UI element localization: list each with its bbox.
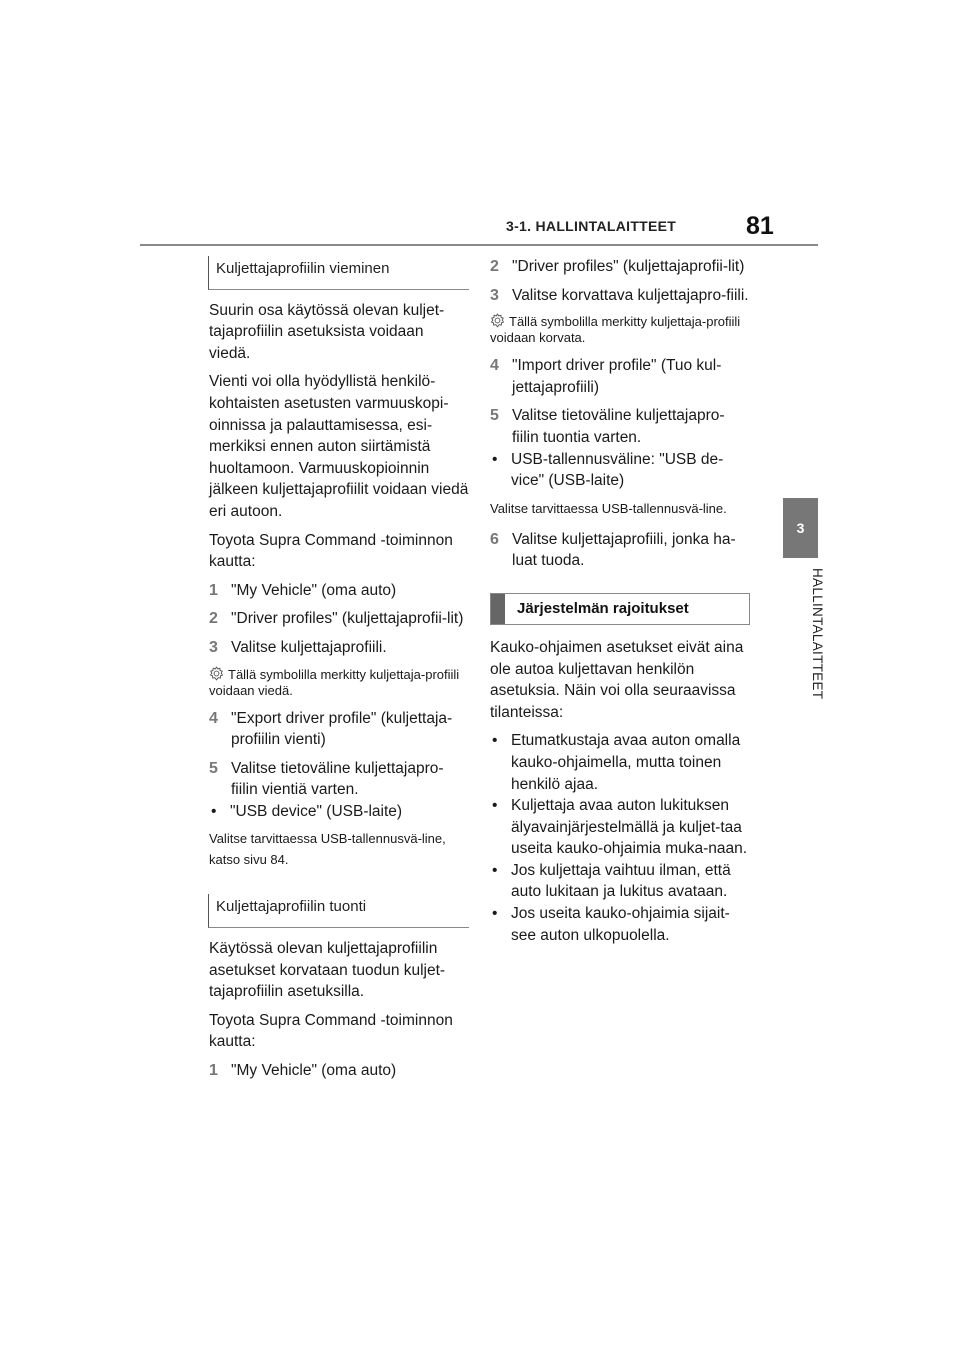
step-item — [490, 529, 750, 572]
paragraph: Kauko-ohjaimen asetukset eivät aina ole autoa kuljettavan henkilön asetuksia. Näin voi olla seuraavissa tilanteissa: — [490, 638, 744, 721]
bullet-text: Jos kuljettaja vaihtuu ilman, että auto lukitaan ja lukitus avataan. — [511, 861, 731, 901]
bullet-item: • Etumatkustaja avaa auton omalla kauko-ohjaimella, mutta toinen henkilö ajaa. — [490, 730, 750, 795]
step-text: "Export driver profile" (kuljettaja-profiilin vienti) — [231, 709, 453, 749]
symbol-note — [209, 666, 469, 698]
gear-icon — [490, 313, 505, 331]
step-number: 2 — [490, 258, 499, 275]
heading-text: Järjestelmän rajoitukset — [517, 600, 689, 618]
bullet-text: Kuljettaja avaa auton lukituksen älyavainjärjestelmällä ja kuljet-taa useita kauko-ohjaimia muka-naan. — [511, 797, 748, 858]
paragraph: Toyota Supra Command -toiminnon kautta: — [209, 531, 453, 571]
step-item — [209, 1060, 469, 1082]
bullet-text: USB-tallennusväline: "USB de-vice" (USB-laite) — [511, 450, 724, 490]
step-text: Valitse korvattava kuljettajapro-fiili. — [512, 286, 749, 304]
chapter-tab: 3 — [783, 498, 818, 558]
step-item — [209, 608, 469, 630]
bullet-text: "USB device" (USB-laite) — [230, 802, 403, 820]
step-item — [490, 355, 750, 398]
step-item — [209, 637, 469, 659]
bullet-text: Jos useita kauko-ohjaimia sijait-see auton ulkopuolella. — [511, 905, 730, 944]
step-text: "Driver profiles" (kuljettajaprofii-lit) — [231, 610, 464, 628]
header-rule — [140, 244, 818, 246]
page-number: 81 — [746, 212, 774, 240]
heading-bar — [491, 594, 505, 624]
paragraph: Toyota Supra Command -toiminnon kautta: — [209, 1011, 453, 1051]
header-title: 3-1. HALLINTALAITTEET — [506, 218, 677, 234]
gear-icon — [209, 666, 224, 684]
chapter-side-label: HALLINTALAITTEET — [810, 568, 825, 700]
small-note: Valitse tarvittaessa USB-tallennusvä-line, katso sivu 84. — [209, 831, 446, 868]
bullet-item: • "USB device" (USB-laite) — [209, 801, 469, 823]
step-number: 2 — [209, 610, 218, 628]
symbol-note — [490, 313, 750, 345]
bullet-text: Etumatkustaja avaa auton omalla kauko-ohjaimella, mutta toinen henkilö ajaa. — [511, 732, 741, 793]
step-item — [490, 256, 750, 278]
right-column — [490, 256, 750, 946]
step-text: Valitse tietoväline kuljettajapro-fiilin tuontia varten. — [512, 407, 725, 446]
step-number: 1 — [209, 581, 218, 599]
step-number: 3 — [209, 638, 218, 656]
left-column — [209, 256, 469, 1089]
paragraph: Vienti voi olla hyödyllistä henkilö-kohtaisten asetusten varmuuskopi-oinnissa ja palauttamisessa, esi-merkiksi ennen auton siirtämistä huoltamoon. Varmuuskopioinnin jälkeen kuljettajaprofiilit voidaan viedä eri autoon. — [209, 373, 469, 520]
step-text: "My Vehicle" (oma auto) — [231, 581, 397, 599]
section-heading-import: Kuljettajaprofiilin tuonti — [208, 894, 469, 928]
small-note: Valitse tarvittaessa USB-tallennusvä-line. — [490, 500, 727, 516]
step-number: 1 — [209, 1062, 218, 1080]
bullet-item: • Jos kuljettaja vaihtuu ilman, että auto lukitaan ja lukitus avataan. — [490, 860, 750, 903]
step-text: "Import driver profile" (Tuo kul-jettajaprofiili) — [512, 357, 722, 396]
step-number: 4 — [209, 709, 218, 727]
step-text: "Driver profiles" (kuljettajaprofii-lit) — [512, 258, 745, 275]
step-number: 5 — [490, 407, 499, 425]
note-text: Tällä symbolilla merkitty kuljettaja-profiili voidaan viedä. — [209, 666, 460, 698]
paragraph: Suurin osa käytössä olevan kuljet-tajaprofiilin asetuksista voidaan viedä. — [209, 301, 445, 362]
step-number: 3 — [490, 286, 499, 304]
step-item — [490, 405, 750, 448]
step-item — [209, 580, 469, 602]
step-text: Valitse kuljettajaprofiili. — [231, 638, 387, 656]
step-item — [209, 758, 469, 801]
step-item — [209, 708, 469, 751]
note-text: Tällä symbolilla merkitty kuljettaja-profiili voidaan korvata. — [490, 314, 741, 346]
bullet-item: • Jos useita kauko-ohjaimia sijait-see auton ulkopuolella. — [490, 903, 750, 946]
bullet-item: • USB-tallennusväline: "USB de-vice" (USB-laite) — [490, 449, 750, 492]
section-heading-export: Kuljettajaprofiilin vieminen — [208, 256, 469, 290]
bullet-item: • Kuljettaja avaa auton lukituksen älyavainjärjestelmällä ja kuljet-taa useita kauko-ohjaimia muka-naan. — [490, 795, 750, 860]
step-text: Valitse tietoväline kuljettajapro-fiilin vientiä varten. — [231, 759, 444, 799]
step-text: Valitse kuljettajaprofiili, jonka ha-luat tuoda. — [512, 530, 736, 570]
section-heading-limitations — [490, 593, 750, 625]
paragraph: Käytössä olevan kuljettajaprofiilin asetukset korvataan tuodun kuljet-tajaprofiilin asetuksilla. — [209, 940, 446, 1001]
step-number: 4 — [490, 357, 499, 375]
step-text: "My Vehicle" (oma auto) — [231, 1062, 397, 1080]
step-number: 6 — [490, 530, 499, 548]
step-number: 5 — [209, 759, 218, 777]
step-item — [490, 285, 750, 307]
